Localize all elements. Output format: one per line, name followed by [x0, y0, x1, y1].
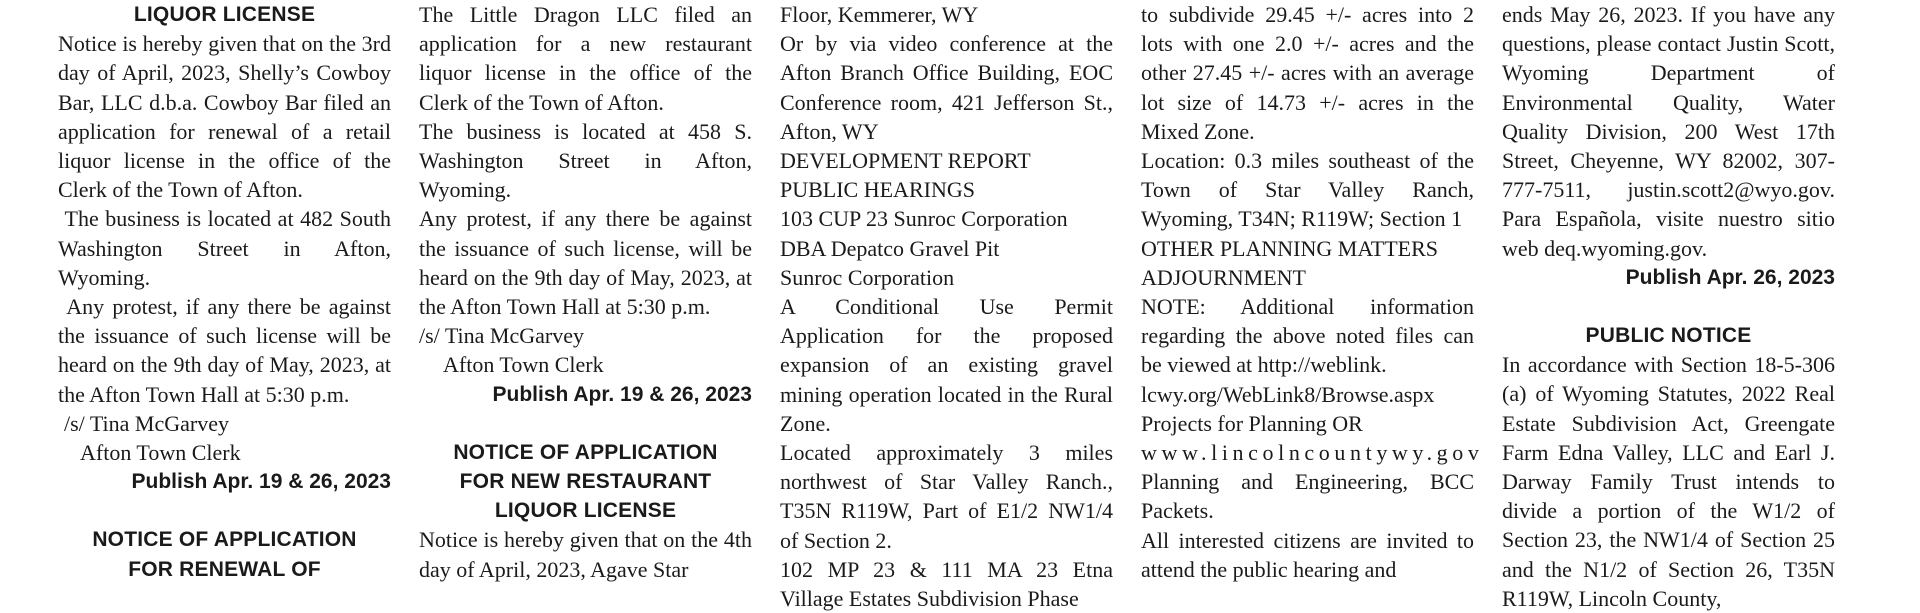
renewal-notice-heading-line-2: FOR RENEWAL OF [128, 557, 321, 581]
other-matters-heading: OTHER PLANNING MATTERS [1141, 235, 1438, 261]
restaurant-notice-heading-line-2: FOR NEW RESTAURANT [459, 470, 712, 494]
little-dragon-notice: The Little Dragon LLC filed an application for a new restaurant liquor license in the office of the Clerk of the Town of Afton. [419, 2, 752, 115]
cup-item-description: A Conditional Use Permit Application for the proposed expansion of an existing gravel mining operation located in the Rural Zone. [780, 294, 1113, 436]
column-3 [780, 0, 1113, 613]
development-report-heading: DEVELOPMENT REPORT [780, 148, 1031, 174]
restaurant-notice-heading-line-1: NOTICE OF APPLICATION [453, 440, 718, 464]
packets-text: Planning and Engineering, BCC Packets. [1141, 469, 1474, 524]
cup-item-dba: DBA Depatco Gravel Pit [780, 235, 1000, 261]
subdivision-item-title: 102 MP 23 & 111 MA 23 Etna Village Estates Subdivision Phase [780, 556, 1113, 612]
clerk-title: Afton Town Clerk [80, 440, 241, 466]
cup-item-location: Located approximately 3 miles northwest of Star Valley Ranch., T35N R119W, Part of E1/2 NW1/4 of Section 2. [780, 440, 1113, 553]
clerk-signature: /s/ Tina McGarvey [419, 323, 584, 349]
additional-info-note: NOTE: Additional information regarding the above noted files can be viewed at http://weblink. [1141, 294, 1474, 378]
public-hearings-heading: PUBLIC HEARINGS [780, 177, 975, 203]
publish-date: Publish Apr. 19 & 26, 2023 [131, 470, 391, 494]
video-conference-info: Or by via video conference at the Afton Branch Office Building, EOC Conference room, 421 Jefferson St., Afton, WY [780, 31, 1113, 144]
subdivision-description: to subdivide 29.45 +/- acres into 2 lots with one 2.0 +/- acres and the other 27.45 +/- acres with an average lot size of 14.73 +/- acres in the Mixed Zone. [1141, 2, 1474, 144]
cup-item-applicant: Sunroc Corporation [780, 264, 955, 290]
cowboy-bar-location: The business is located at 482 South Washington Street in Afton, Wyoming. [58, 206, 397, 290]
column-4 [1141, 0, 1484, 584]
cup-item-title: 103 CUP 23 Sunroc Corporation [780, 206, 1068, 232]
little-dragon-protest: Any protest, if any there be against the issuance of such license, will be heard on the 9th day of May, 2023, at the Afton Town Hall at 5:30 p.m. [419, 206, 752, 320]
publish-date: Publish Apr. 26, 2023 [1625, 265, 1835, 289]
restaurant-notice-heading-line-3: LIQUOR LICENSE [494, 499, 677, 523]
clerk-title: Afton Town Clerk [443, 352, 604, 378]
column-1 [58, 0, 397, 584]
cowboy-bar-notice: Notice is hereby given that on the 3rd day of April, 2023, Shelly’s Cowboy Bar, LLC d.b.a. Cowboy Bar filed an application for renewal of a retail liquor license in the office of the Clerk of the Town of Afton. [58, 31, 391, 203]
subdivision-location: Location: 0.3 miles southeast of the Town of Star Valley Ranch, Wyoming, T34N; R119W; Section 1 [1141, 148, 1474, 232]
subdivision-act-notice: In accordance with Section 18-5-306 (a) of Wyoming Statutes, 2022 Real Estate Subdivision Act, Greengate Farm Edna Valley, LLC and Earl J. Darway Family Trust intends to divide a portion of the W1/2 of Section 23, the NW1/4 of Section 25 and the N1/2 of Section 26, T35N R119W, Lincoln County, [1502, 352, 1835, 611]
publish-date: Publish Apr. 19 & 26, 2023 [492, 382, 752, 406]
comment-period-text: ends May 26, 2023. If you have any questions, please contact Justin Scott, Wyoming Department of Environmental Quality, Water Quality Division, 200 West 17th Street, Cheyenne, WY 82002, 307-777-7511, justin.scott2@wyo.gov. Para Española, visite nuestro sitio web deq.wyoming.gov. [1502, 2, 1835, 261]
meeting-location: Floor, Kemmerer, WY [780, 2, 979, 27]
liquor-license-heading: LIQUOR LICENSE [133, 3, 316, 26]
renewal-notice-heading-line-1: NOTICE OF APPLICATION [92, 528, 357, 552]
agave-star-notice: Notice is hereby given that on the 4th day of April, 2023, Agave Star [419, 527, 752, 582]
projects-text: Projects for Planning OR [1141, 410, 1363, 436]
county-website: www.lincolncountywy.gov [1141, 440, 1484, 466]
public-notice-heading: PUBLIC NOTICE [1585, 324, 1752, 348]
adjournment-heading: ADJOURNMENT [1141, 264, 1306, 290]
weblink-url: lcwy.org/WebLink8/Browse.aspx [1141, 381, 1435, 407]
invitation-text: All interested citizens are invited to attend the public hearing and [1141, 527, 1474, 582]
cowboy-bar-protest: Any protest, if any there be against the issuance of such license will be heard on the 9th day of May, 2023, at the Afton Town Hall at 5:30 p.m. [58, 294, 397, 407]
little-dragon-location: The business is located at 458 S. Washington Street in Afton, Wyoming. [419, 118, 752, 203]
clerk-signature: /s/ Tina McGarvey [64, 410, 229, 436]
column-5 [1502, 0, 1835, 613]
column-2 [419, 0, 752, 584]
